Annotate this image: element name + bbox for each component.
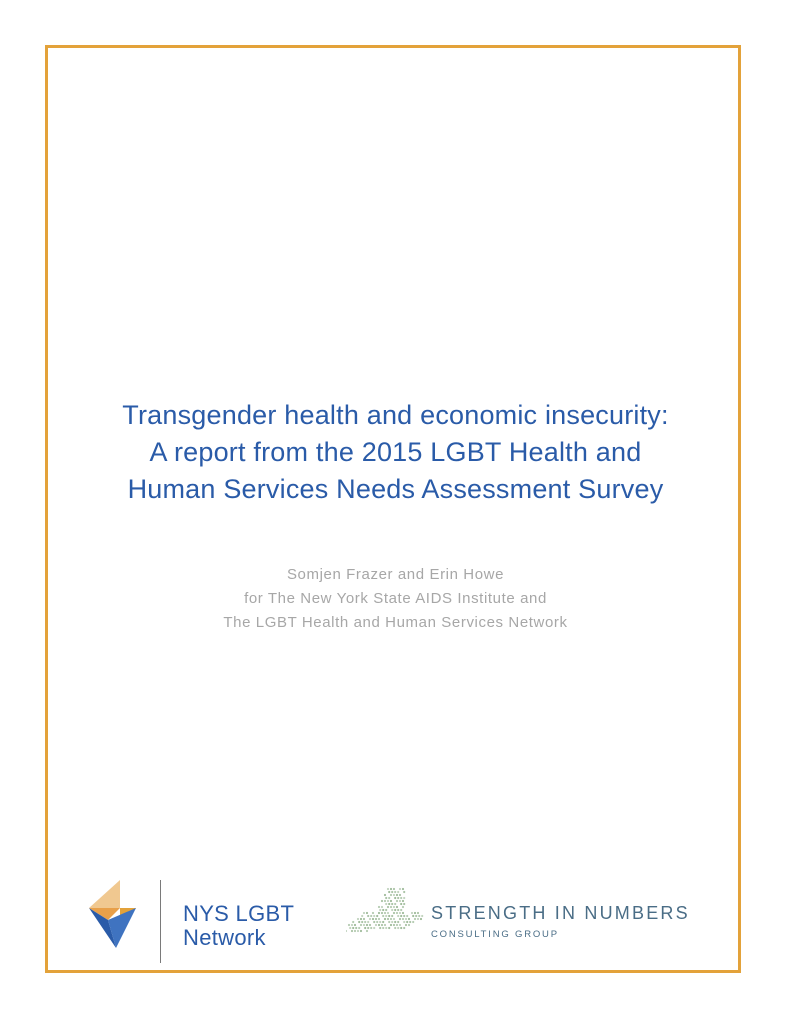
bird-dot bbox=[387, 918, 389, 920]
bird-dot bbox=[378, 906, 380, 908]
bird-dot bbox=[397, 927, 399, 929]
bird-dot bbox=[385, 903, 387, 905]
bird-dot bbox=[376, 915, 378, 917]
bird-dot bbox=[399, 900, 401, 902]
bird-dot bbox=[399, 918, 401, 920]
bird-dot bbox=[403, 915, 405, 917]
bird-dot bbox=[390, 900, 392, 902]
logo-divider bbox=[160, 880, 161, 963]
bird-dot bbox=[364, 921, 366, 923]
bird-dot bbox=[384, 918, 386, 920]
bird-dot bbox=[388, 897, 390, 899]
bird-dot bbox=[363, 912, 365, 914]
bird-dot bbox=[351, 930, 353, 932]
bird-dot bbox=[397, 891, 399, 893]
bird-dot bbox=[358, 921, 360, 923]
bird-dot bbox=[390, 906, 392, 908]
bird-dot bbox=[399, 888, 401, 890]
bird-dot bbox=[369, 918, 371, 920]
bird-dot bbox=[418, 915, 420, 917]
bird-dot bbox=[405, 924, 407, 926]
bird-dot bbox=[381, 912, 383, 914]
bird-dot bbox=[367, 921, 369, 923]
bird-dot bbox=[394, 909, 396, 911]
bird-dot bbox=[390, 924, 392, 926]
nys-wordmark-line2: Network bbox=[183, 925, 266, 950]
bird-dot bbox=[384, 894, 386, 896]
bird-dot bbox=[360, 924, 362, 926]
sin-subtitle: CONSULTING GROUP bbox=[431, 929, 559, 940]
bird-dot bbox=[378, 918, 380, 920]
bird-dot bbox=[378, 912, 380, 914]
bird-dot bbox=[391, 921, 393, 923]
bird-dot bbox=[388, 903, 390, 905]
bird-dot bbox=[375, 918, 377, 920]
bird-dot bbox=[346, 930, 347, 932]
bird-dot bbox=[414, 918, 416, 920]
bird-dot bbox=[351, 924, 353, 926]
bird-dot bbox=[417, 918, 419, 920]
dove-bird-icon bbox=[346, 883, 426, 943]
bird-dot bbox=[373, 921, 375, 923]
report-title bbox=[45, 397, 746, 508]
bird-dot bbox=[373, 915, 375, 917]
bird-dot bbox=[361, 921, 363, 923]
bird-dot bbox=[400, 915, 402, 917]
bird-dot bbox=[417, 912, 419, 914]
bird-dot bbox=[397, 921, 399, 923]
bird-dot bbox=[400, 927, 402, 929]
bird-dot bbox=[390, 888, 392, 890]
bird-dot bbox=[399, 912, 401, 914]
bird-dot bbox=[403, 921, 405, 923]
bird-dot bbox=[360, 930, 362, 932]
bird-dot bbox=[354, 930, 356, 932]
bird-dot bbox=[397, 897, 399, 899]
nys-lgbt-network-wordmark bbox=[183, 902, 294, 950]
bird-dot bbox=[403, 927, 405, 929]
bird-dot bbox=[387, 912, 389, 914]
bird-dot bbox=[388, 927, 390, 929]
bird-dot bbox=[403, 891, 405, 893]
bird-dot bbox=[396, 900, 398, 902]
bird-dot bbox=[402, 900, 404, 902]
bird-dot bbox=[408, 924, 410, 926]
authors-block bbox=[45, 563, 746, 635]
bird-dot bbox=[391, 909, 393, 911]
bird-dot bbox=[402, 906, 404, 908]
bird-dot bbox=[384, 924, 386, 926]
bird-dot bbox=[400, 909, 402, 911]
bird-dot bbox=[382, 921, 384, 923]
bird-dot bbox=[390, 894, 392, 896]
author-line: for The New York State AIDS Institute and bbox=[244, 590, 547, 607]
bird-dot bbox=[385, 927, 387, 929]
bird-dot bbox=[388, 915, 390, 917]
bird-dot bbox=[370, 915, 372, 917]
bird-dot bbox=[390, 918, 392, 920]
bird-dot bbox=[394, 927, 396, 929]
bird-dot bbox=[420, 918, 422, 920]
bird-dot bbox=[366, 912, 368, 914]
bird-dot bbox=[394, 897, 396, 899]
bird-dot bbox=[387, 900, 389, 902]
bird-dot bbox=[408, 918, 410, 920]
bird-dot bbox=[403, 903, 405, 905]
bird-dot bbox=[385, 915, 387, 917]
bird-dot bbox=[367, 915, 369, 917]
bird-dot bbox=[382, 909, 384, 911]
bird-dot bbox=[406, 915, 408, 917]
bird-dot bbox=[402, 918, 404, 920]
bird-dot bbox=[363, 924, 365, 926]
bird-dot bbox=[376, 921, 378, 923]
bird-dot bbox=[352, 927, 354, 929]
bird-dot bbox=[393, 894, 395, 896]
bird-dot bbox=[399, 924, 401, 926]
bird-dot bbox=[370, 927, 372, 929]
bird-dot bbox=[378, 924, 380, 926]
bird-dot bbox=[415, 915, 417, 917]
bird-dot bbox=[363, 918, 365, 920]
bird-dot bbox=[357, 918, 359, 920]
bird-dot bbox=[393, 924, 395, 926]
bird-dot bbox=[348, 924, 350, 926]
bird-dot bbox=[382, 915, 384, 917]
bird-dot bbox=[373, 927, 375, 929]
bird-dot bbox=[382, 927, 384, 929]
bird-dot bbox=[357, 930, 359, 932]
bird-dot bbox=[405, 918, 407, 920]
title-line: Transgender health and economic insecurity: bbox=[122, 400, 669, 430]
bird-dot bbox=[414, 912, 416, 914]
bird-dot bbox=[369, 924, 371, 926]
bird-dot bbox=[396, 906, 398, 908]
bird-dot bbox=[393, 918, 395, 920]
bird-dot bbox=[411, 912, 413, 914]
bird-dot bbox=[352, 921, 354, 923]
bird-dot bbox=[388, 891, 390, 893]
bird-dot bbox=[366, 930, 368, 932]
bird-dot bbox=[372, 918, 374, 920]
bird-dot bbox=[354, 924, 356, 926]
bird-dot bbox=[412, 921, 414, 923]
bird-dot bbox=[412, 915, 414, 917]
bird-dot bbox=[421, 915, 423, 917]
bird-dot bbox=[393, 888, 395, 890]
bird-dot bbox=[360, 918, 362, 920]
bird-dot bbox=[381, 924, 383, 926]
bird-dot bbox=[384, 912, 386, 914]
bird-dot bbox=[409, 921, 411, 923]
bird-dot bbox=[388, 921, 390, 923]
bird-dot bbox=[358, 927, 360, 929]
bird-dot bbox=[387, 888, 389, 890]
sin-wordmark: STRENGTH IN NUMBERS bbox=[431, 903, 690, 923]
bird-dot bbox=[396, 912, 398, 914]
bird-dot bbox=[355, 927, 357, 929]
bird-dot bbox=[367, 927, 369, 929]
bird-dot bbox=[400, 897, 402, 899]
bird-dot bbox=[381, 900, 383, 902]
bird-dot bbox=[400, 903, 402, 905]
title-line: Human Services Needs Assessment Survey bbox=[127, 474, 664, 504]
bird-dot bbox=[391, 915, 393, 917]
bird-dot bbox=[364, 927, 366, 929]
bird-dot bbox=[393, 906, 395, 908]
bird-dot bbox=[387, 906, 389, 908]
bird-dot bbox=[372, 912, 374, 914]
bird-dot bbox=[391, 903, 393, 905]
bird-dot bbox=[391, 891, 393, 893]
bird-dot bbox=[397, 915, 399, 917]
bird-dot bbox=[406, 921, 408, 923]
title-line: A report from the 2015 LGBT Health and bbox=[149, 437, 642, 467]
bird-dot bbox=[361, 915, 363, 917]
bird-dot bbox=[379, 909, 381, 911]
author-line: The LGBT Health and Human Services Network bbox=[223, 614, 568, 631]
bird-dot bbox=[394, 921, 396, 923]
bird-dot bbox=[397, 909, 399, 911]
bird-dot bbox=[393, 912, 395, 914]
nys-wordmark-line1: NYS LGBT bbox=[183, 901, 295, 926]
bird-dot bbox=[403, 897, 405, 899]
bird-dot bbox=[379, 921, 381, 923]
bird-dot bbox=[396, 924, 398, 926]
bird-dot bbox=[394, 903, 396, 905]
bird-dot bbox=[396, 894, 398, 896]
bird-dot bbox=[366, 924, 368, 926]
nys-lgbt-logo-icon bbox=[86, 880, 136, 948]
bird-dot bbox=[385, 897, 387, 899]
bird-dot bbox=[399, 894, 401, 896]
bird-dot bbox=[385, 909, 387, 911]
page-frame bbox=[45, 45, 741, 973]
bird-dot bbox=[379, 927, 381, 929]
bird-dot bbox=[402, 888, 404, 890]
bird-dot bbox=[381, 906, 383, 908]
bird-dot bbox=[375, 924, 377, 926]
author-line: Somjen Frazer and Erin Howe bbox=[286, 566, 505, 583]
bird-dot bbox=[402, 912, 404, 914]
bird-dot bbox=[349, 927, 351, 929]
bird-dot bbox=[394, 891, 396, 893]
bird-dot bbox=[384, 900, 386, 902]
